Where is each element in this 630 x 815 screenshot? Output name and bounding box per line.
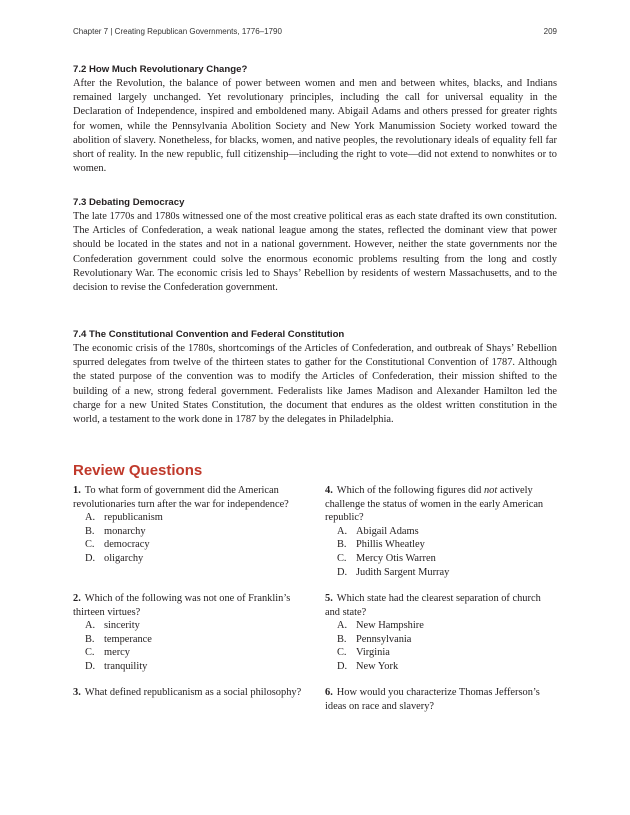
section-7-3 [73,197,557,295]
answer-option[interactable] [85,619,313,633]
question-number: 5. [325,593,333,604]
option-text: republicanism [104,512,163,524]
option-letter: C. [85,647,95,659]
question-stem [325,686,557,713]
option-text: monarchy [104,525,146,537]
question-text-before: Which of the following figures did [336,485,484,496]
option-text: temperance [104,633,152,645]
option-text: New York [356,660,399,672]
option-text: tranquility [104,660,148,672]
section-body: The late 1770s and 1780s witnessed one of the most creative political eras as each state drafted its own constitution. The Articles of Confederation, a weak national league among the states, reflected the dominant view that power should be located in the states and not in a national government. However, neither the state governments nor the Confederation government could solve the enormous economic problems resulting from the long and costly Revolutionary War. The economic crisis led to Shays’ Rebellion by residents of western Massachusetts, and to the decision to revise the Confederation government. [73,211,557,294]
section-title: 7.3 Debating Democracy [73,197,185,208]
question-number: 6. [325,687,333,698]
answer-option[interactable] [85,538,313,552]
option-letter: C. [85,539,95,551]
answer-option[interactable] [337,538,557,552]
section-body: After the Revolution, the balance of power between women and men and between whites, blacks, and Indians remained largely unchanged. Yet revolutionary principles, including the call for universal equality in the Declaration of Independence, inspired and emboldened many. Abigail Adams and others pressed for greater rights for women, while the Pennsylvania Abolition Society and New York Manumission Society worked toward the abolition of slavery. Nonetheless, for blacks, women, and native peoples, the revolutionary ideals of equality fell far short of reality. In the new republic, full citizenship—including the right to vote—did not extend to nonwhites or to women. [73,78,557,175]
question-5 [325,592,557,674]
answer-options [73,511,313,565]
question-stem [73,484,313,511]
option-text: Judith Sargent Murray [356,566,450,578]
answer-option[interactable] [337,633,557,647]
section-title: 7.2 How Much Revolutionary Change? [73,64,248,75]
question-stem [73,592,313,619]
option-letter: A. [85,620,96,632]
question-6 [325,686,557,713]
question-number: 3. [73,687,81,698]
section-7-4 [73,329,557,427]
running-head: Chapter 7 | Creating Republican Governments, 1776–1790 [73,27,282,36]
review-questions-heading: Review Questions [73,462,203,479]
answer-option[interactable] [337,619,557,633]
answer-option[interactable] [85,633,313,647]
question-3 [73,686,313,700]
question-text: How would you characterize Thomas Jefferson’s ideas on race and slavery? [325,687,540,712]
answer-option[interactable] [85,552,313,566]
question-stem [325,592,557,619]
option-letter: D. [337,660,348,672]
question-text: Which state had the clearest separation of church and state? [325,593,541,618]
option-letter: C. [337,552,347,564]
question-stem [325,484,557,525]
question-text: To what form of government did the American revolutionaries turn after the war for independence? [73,485,289,510]
question-4 [325,484,557,579]
option-text: mercy [104,647,130,659]
section-title: 7.4 The Constitutional Convention and Federal Constitution [73,329,345,340]
option-letter: D. [85,660,96,672]
option-letter: D. [85,552,96,564]
answer-option[interactable] [337,566,557,580]
option-letter: B. [337,633,347,645]
answer-options [325,525,557,579]
option-letter: A. [337,620,348,632]
option-letter: A. [85,512,96,524]
option-text: Phillis Wheatley [356,539,425,551]
question-2 [73,592,313,674]
section-body: The economic crisis of the 1780s, shortcomings of the Articles of Confederation, and outbreak of Shays’ Rebellion spurred delegates from twelve of the thirteen states to gather for the Constitutional Convention of 1787. Although the stated purpose of the convention was to modify the Articles of Confederation, their mission shifted to the building of a new, strong federal government. Federalists like James Madison and Alexander Hamilton led the charge for a new United States Constitution, the document that endures as the oldest written constitution in the world, a testament to the work done in 1787 by the delegates in Philadelphia. [73,343,557,426]
question-stem [73,686,313,700]
page-number: 209 [543,27,557,36]
option-letter: B. [85,525,95,537]
option-letter: B. [85,633,95,645]
question-number: 4. [325,485,333,496]
answer-option[interactable] [337,660,557,674]
option-text: oligarchy [104,552,144,564]
answer-option[interactable] [85,660,313,674]
option-text: Mercy Otis Warren [356,552,436,564]
answer-options [73,619,313,673]
option-text: Virginia [356,647,390,659]
question-text: What defined republicanism as a social philosophy? [84,687,302,698]
question-number: 2. [73,593,81,604]
option-text: New Hampshire [356,620,424,632]
answer-option[interactable] [337,525,557,539]
chapter-title: Creating Republican Governments, 1776–1790 [114,27,282,36]
question-text-emphasis: not [483,485,498,496]
option-letter: B. [337,539,347,551]
option-letter: C. [337,647,347,659]
question-text-after: actively challenge the status of women in the early American republic? [325,485,544,524]
option-letter: D. [337,566,348,578]
option-text: Abigail Adams [356,525,419,537]
answer-option[interactable] [85,511,313,525]
option-letter: A. [337,525,348,537]
option-text: sincerity [104,620,140,632]
answer-option[interactable] [337,552,557,566]
question-text: Which of the following was not one of Franklin’s thirteen virtues? [73,593,291,618]
answer-option[interactable] [85,525,313,539]
answer-options [325,619,557,673]
page-header [73,27,557,36]
answer-option[interactable] [337,646,557,660]
answer-option[interactable] [85,646,313,660]
option-text: Pennsylvania [356,633,412,645]
question-1 [73,484,313,566]
option-text: democracy [104,539,150,551]
chapter-label: Chapter 7 [73,27,109,36]
question-number: 1. [73,485,81,496]
section-7-2 [73,64,557,176]
